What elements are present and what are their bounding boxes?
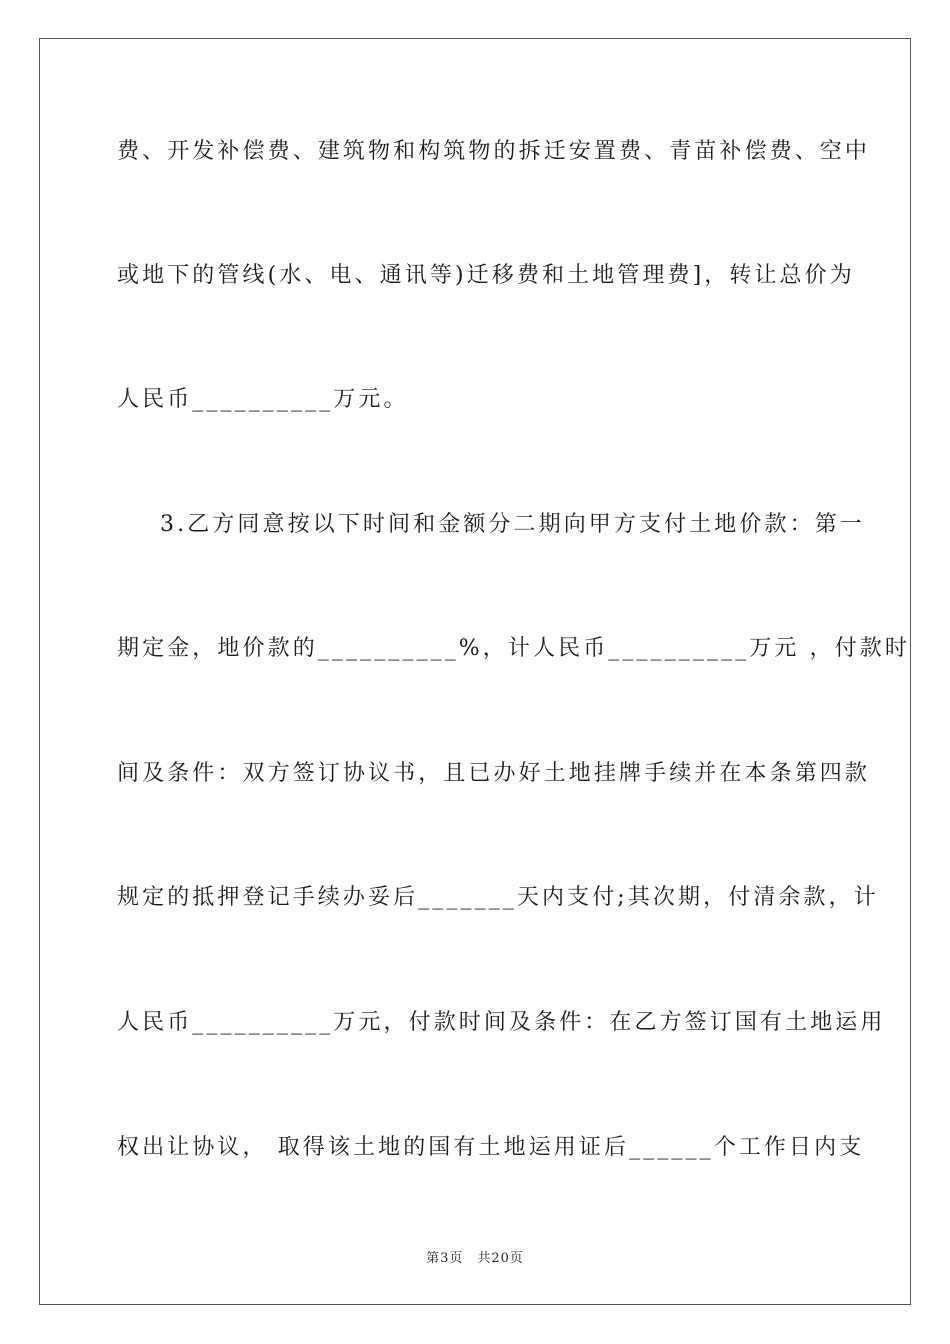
text-line: 人民币__________万元，付款时间及条件：在乙方签订国有土地运用	[117, 1010, 886, 1035]
text-line: 或地下的管线(水、电、通讯等)迁移费和土地管理费]，转让总价为	[117, 263, 855, 288]
text-line: 期定金，地价款的__________%，计人民币__________万元 ，付款时	[117, 636, 910, 661]
page-border	[39, 38, 911, 1305]
text-line: 规定的抵押登记手续办妥后_______天内支付;其次期，付清余款，计	[117, 885, 879, 910]
text-line: 权出让协议， 取得该土地的国有土地运用证后______个工作日内支	[117, 1135, 865, 1160]
page-number: 第3页 共20页	[426, 1251, 524, 1266]
text-line: 间及条件：双方签订协议书，且已办好土地挂牌手续并在本条第四款	[117, 761, 871, 786]
text-line: 费、开发补偿费、建筑物和构筑物的拆迁安置费、青苗补偿费、空中	[117, 139, 871, 164]
text-line: 人民币__________万元。	[117, 387, 409, 412]
text-line: 3.乙方同意按以下时间和金额分二期向甲方支付土地价款：第一	[160, 512, 865, 537]
